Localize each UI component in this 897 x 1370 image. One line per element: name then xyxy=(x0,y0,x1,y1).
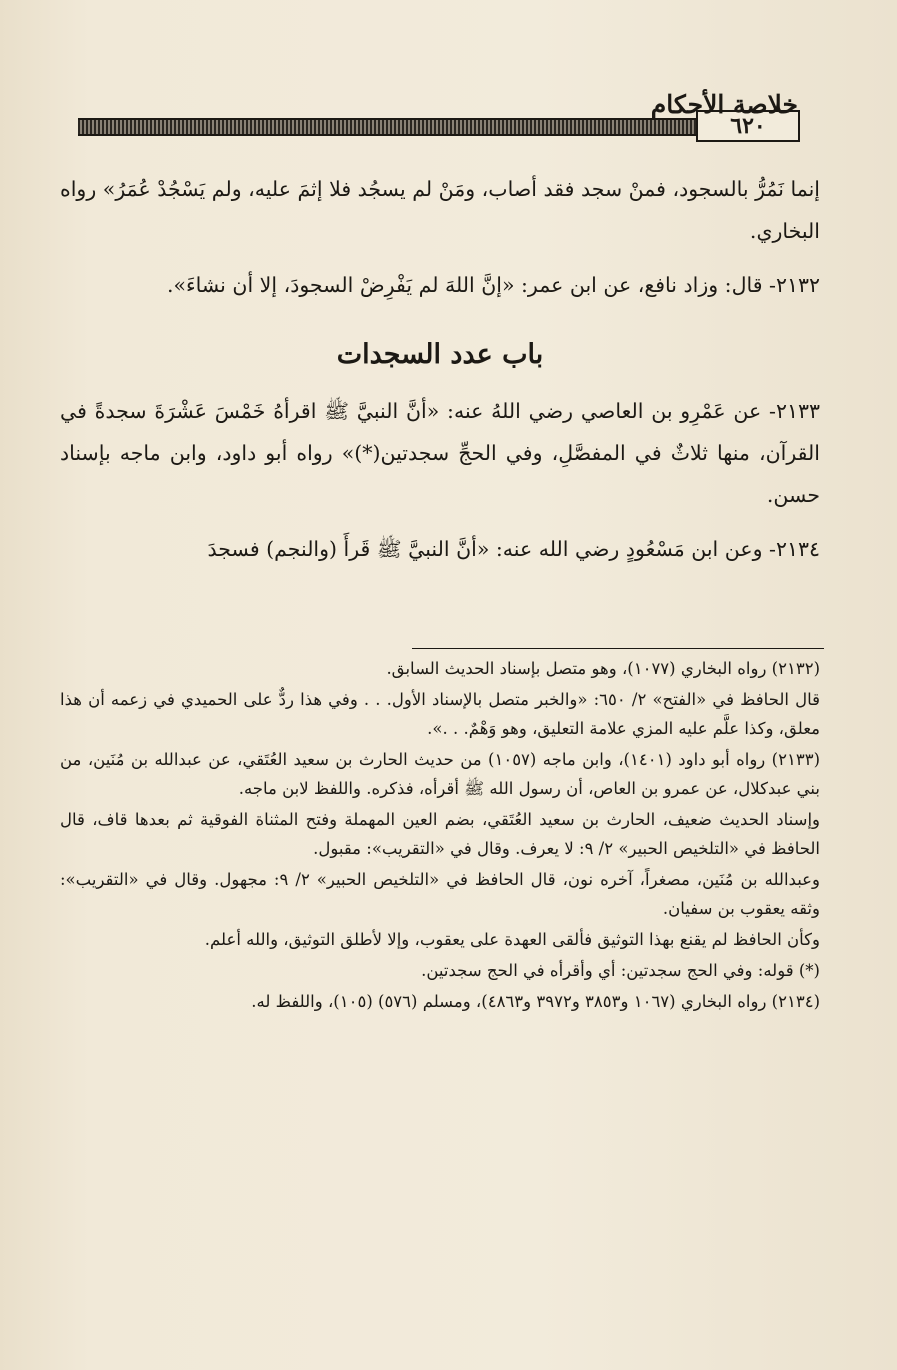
footnote-star: (*) قوله: وفي الحج سجدتين: أي وأقرأه في الحج سجدتين. xyxy=(421,961,820,980)
footnote-2132-comment: قال الحافظ في «الفتح» ٢/ ٦٥٠: «والخبر متصل بالإسناد الأول. . . وفي هذا ردٌّ على الحميدي في زعمه أن هذا معلق، وكذا علَّم عليه المزي علامة التعليق، وهو وَهْمٌ. . .». xyxy=(60,690,820,738)
footnote-separator xyxy=(412,648,824,649)
footnote-2133-isnad: وإسناد الحديث ضعيف، الحارث بن سعيد العُتَقي، بضم العين المهملة وفتح المثناة الفوقية ثم بعدها قاف، قال الحافظ في «التلخيص الحبير» ٢/ ٩: لا يعرف. وقال في «التقريب»: مقبول. xyxy=(60,810,820,858)
page-header xyxy=(60,90,800,150)
book-title: خلاصة الأحكام xyxy=(650,90,798,119)
main-text xyxy=(60,168,820,582)
footnote-2133-narrator: وعبدالله بن مُنَين، مصغراً، آخره نون، قال الحافظ في «التلخيص الحبير» ٢/ ٩: مجهول. وقال في «التقريب»: وثقه يعقوب بن سفيان. xyxy=(60,870,820,918)
footnote-2133-conclusion: وكأن الحافظ لم يقنع بهذا التوثيق فألقى العهدة على يعقوب، وإلا لأطلق التوثيق، والله أعلم. xyxy=(204,930,820,949)
page-number: ٦٢٠ xyxy=(696,110,800,142)
chapter-title: باب عدد السجدات xyxy=(336,339,544,370)
footnote-2132: (٢١٣٢) رواه البخاري (١٠٧٧)، وهو متصل بإسناد الحديث السابق. xyxy=(386,659,820,678)
footnote-2133: (٢١٣٣) رواه أبو داود (١٤٠١)، وابن ماجه (١٠٥٧) من حديث الحارث بن سعيد العُتَقي، عن عبدالله بن مُنَين، من بني عبدكلال، عن عمرو بن العاص، أن رسول الله ﷺ أقرأه، فذكره. واللفظ لابن ماجه. xyxy=(60,750,820,798)
hadith-2132: ٢١٣٢- قال: وزاد نافع، عن ابن عمر: «إنَّ اللهَ لم يَفْرِضْ السجودَ، إلا أن نشاءَ». xyxy=(166,273,820,297)
hadith-2133: ٢١٣٣- عن عَمْرِو بن العاصي رضي اللهُ عنه: «أنَّ النبيَّ ﷺ اقرأهُ خَمْسَ عَشْرَةَ سجدةً في القرآن، منها ثلاثٌ في المفصَّلِ، وفي الحجِّ سجدتين(*)» رواه أبو داود، وابن ماجه بإسناد حسن. xyxy=(60,399,820,507)
footnotes xyxy=(60,654,820,1018)
paragraph: إنما نَمُرُّ بالسجود، فمنْ سجد فقد أصاب، ومَنْ لم يسجُد فلا إثمَ عليه، ولم يَسْجُدْ عُمَرُ» رواه البخاري. xyxy=(60,177,820,243)
hadith-2134: ٢١٣٤- وعن ابن مَسْعُودٍ رضي الله عنه: «أنَّ النبيَّ ﷺ قَرأَ (والنجم) فسجدَ xyxy=(207,537,820,561)
header-rule xyxy=(78,118,794,136)
footnote-2134: (٢١٣٤) رواه البخاري (١٠٦٧ و٣٨٥٣ و٣٩٧٢ و٤٨٦٣)، ومسلم (٥٧٦) (١٠٥)، واللفظ له. xyxy=(251,992,820,1011)
